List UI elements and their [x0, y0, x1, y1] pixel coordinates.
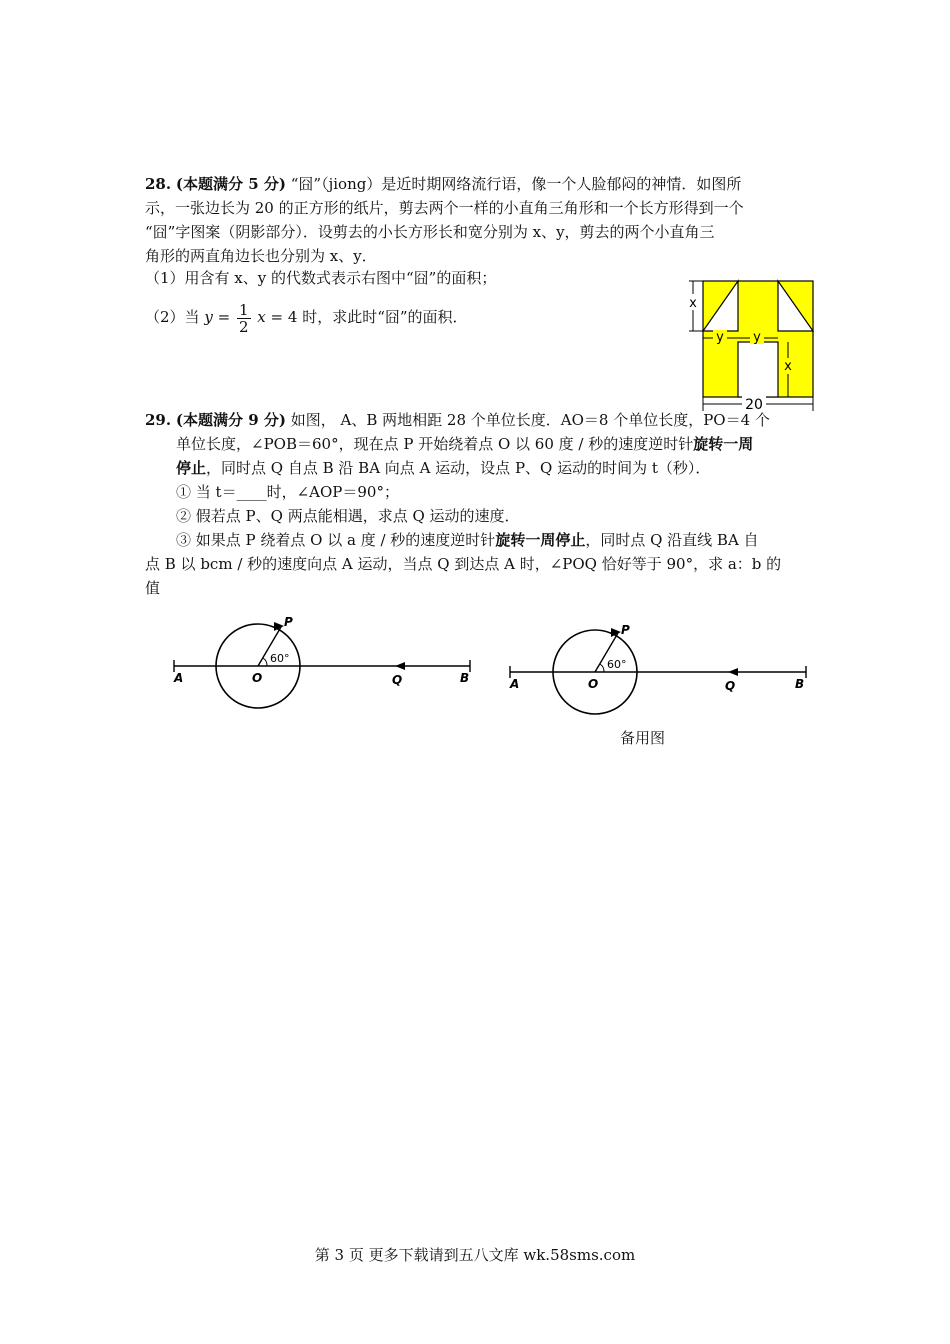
q29-item3 — [176, 529, 759, 551]
q29-backup-caption: 备用图 — [620, 729, 666, 747]
q28-part1: （1）用含有 x、y 的代数式表示右图中“囧”的面积； — [145, 269, 497, 287]
q29-line1 — [145, 409, 770, 431]
q28-number: 28. — [145, 175, 172, 193]
q29-figure-main — [170, 612, 480, 722]
q29-backup-label-P: P — [621, 623, 630, 637]
q28-score: (本题满分 5 分) — [175, 175, 286, 193]
q28-line2: 示，一张边长为 20 的正方形的纸片，剪去两个一样的小直角三角形和一个长方形得到一个 — [145, 199, 744, 217]
q29-item2: ② 假若点 P、Q 两点能相遇，求点 Q 运动的速度． — [176, 507, 520, 525]
q29-label-B: B — [460, 671, 470, 685]
q28-line1 — [145, 173, 741, 195]
q28-part2-x: x — [257, 308, 266, 326]
q29-label-Q: Q — [392, 673, 403, 687]
page-footer: 第 3 页 更多下载请到五八文库 wk.58sms.com — [314, 1246, 636, 1264]
q29-text-2: 单位长度，∠POB＝60°，现在点 P 开始绕着点 O 以 60 度 / 秒的速度逆时针 — [176, 435, 694, 453]
q28-line4: 角形的两直角边长也分别为 x、y． — [145, 247, 377, 265]
q29-score: (本题满分 9 分) — [175, 411, 286, 429]
q29-line2 — [176, 433, 753, 455]
q29-figure-backup — [506, 622, 816, 732]
q28-part2-prefix: （2）当 — [145, 308, 200, 326]
q29-text-2-bold: 旋转一周 — [693, 435, 754, 453]
q28-figure-center-rect — [738, 342, 778, 397]
q28-figure — [686, 278, 816, 413]
q29-item3-text-post: ，同时点 Q 沿直线 BA 自 — [585, 531, 759, 549]
q29-item1: ① 当 t＝____时，∠AOP＝90°； — [176, 483, 399, 501]
q28-fraction-num: 1 — [238, 300, 249, 319]
q29-backup-label-Q: Q — [725, 679, 736, 693]
q29-label-P: P — [284, 615, 293, 629]
q29-line3 — [176, 457, 710, 479]
q28-fraction — [237, 302, 251, 335]
q29-item3-bold: 旋转一周停止 — [495, 531, 586, 549]
q29-text-3: ，同时点 Q 自点 B 沿 BA 向点 A 运动，设点 P、Q 运动的时间为 t（秒）． — [206, 459, 711, 477]
q28-figure-label-x-left: x — [689, 296, 697, 311]
q28-fraction-den: 2 — [238, 317, 249, 336]
q28-part2-eq2: = 4 — [270, 308, 298, 326]
q28-figure-label-y-left: y — [716, 330, 724, 345]
q29-text-1: 如图， A、B 两地相距 28 个单位长度．AO＝8 个单位长度，PO＝4 个 — [290, 411, 770, 429]
q29-item3-line3: 值 — [145, 579, 161, 597]
q29-backup-label-O: O — [588, 677, 599, 691]
q28-line3: “囧”字图案（阴影部分）．设剪去的小长方形长和宽分别为 x、y，剪去的两个小直角三 — [145, 223, 715, 241]
q29-text-3-bold: 停止 — [176, 459, 207, 477]
q28-part2-suffix: 时，求此时“囧”的面积． — [302, 308, 468, 326]
q28-part2-eq: = — [217, 308, 231, 326]
q28-figure-label-side: 20 — [745, 397, 763, 413]
q28-part2-y: y — [204, 308, 213, 326]
q29-backup-label-angle: 60° — [607, 658, 627, 671]
q29-label-A: A — [174, 671, 184, 685]
q29-label-angle: 60° — [270, 652, 290, 665]
q28-text-1: “囧”（jiong）是近时期网络流行语，像一个人脸郁闷的神情．如图所 — [290, 175, 742, 193]
q29-number: 29. — [145, 411, 172, 429]
q29-item3-line2: 点 B 以 bcm / 秒的速度向点 A 运动，当点 Q 到达点 A 时，∠POQ 恰好等于 90°，求 a：b 的 — [145, 555, 782, 573]
q29-backup-label-A: A — [510, 677, 520, 691]
q28-figure-label-x-right: x — [784, 359, 792, 374]
q29-item3-text: ③ 如果点 P 绕着点 O 以 a 度 / 秒的速度逆时针 — [176, 531, 496, 549]
q28-figure-label-y-mid: y — [753, 330, 761, 345]
q29-backup-label-B: B — [795, 677, 805, 691]
q29-label-O: O — [252, 671, 263, 685]
q28-part2 — [145, 297, 468, 337]
